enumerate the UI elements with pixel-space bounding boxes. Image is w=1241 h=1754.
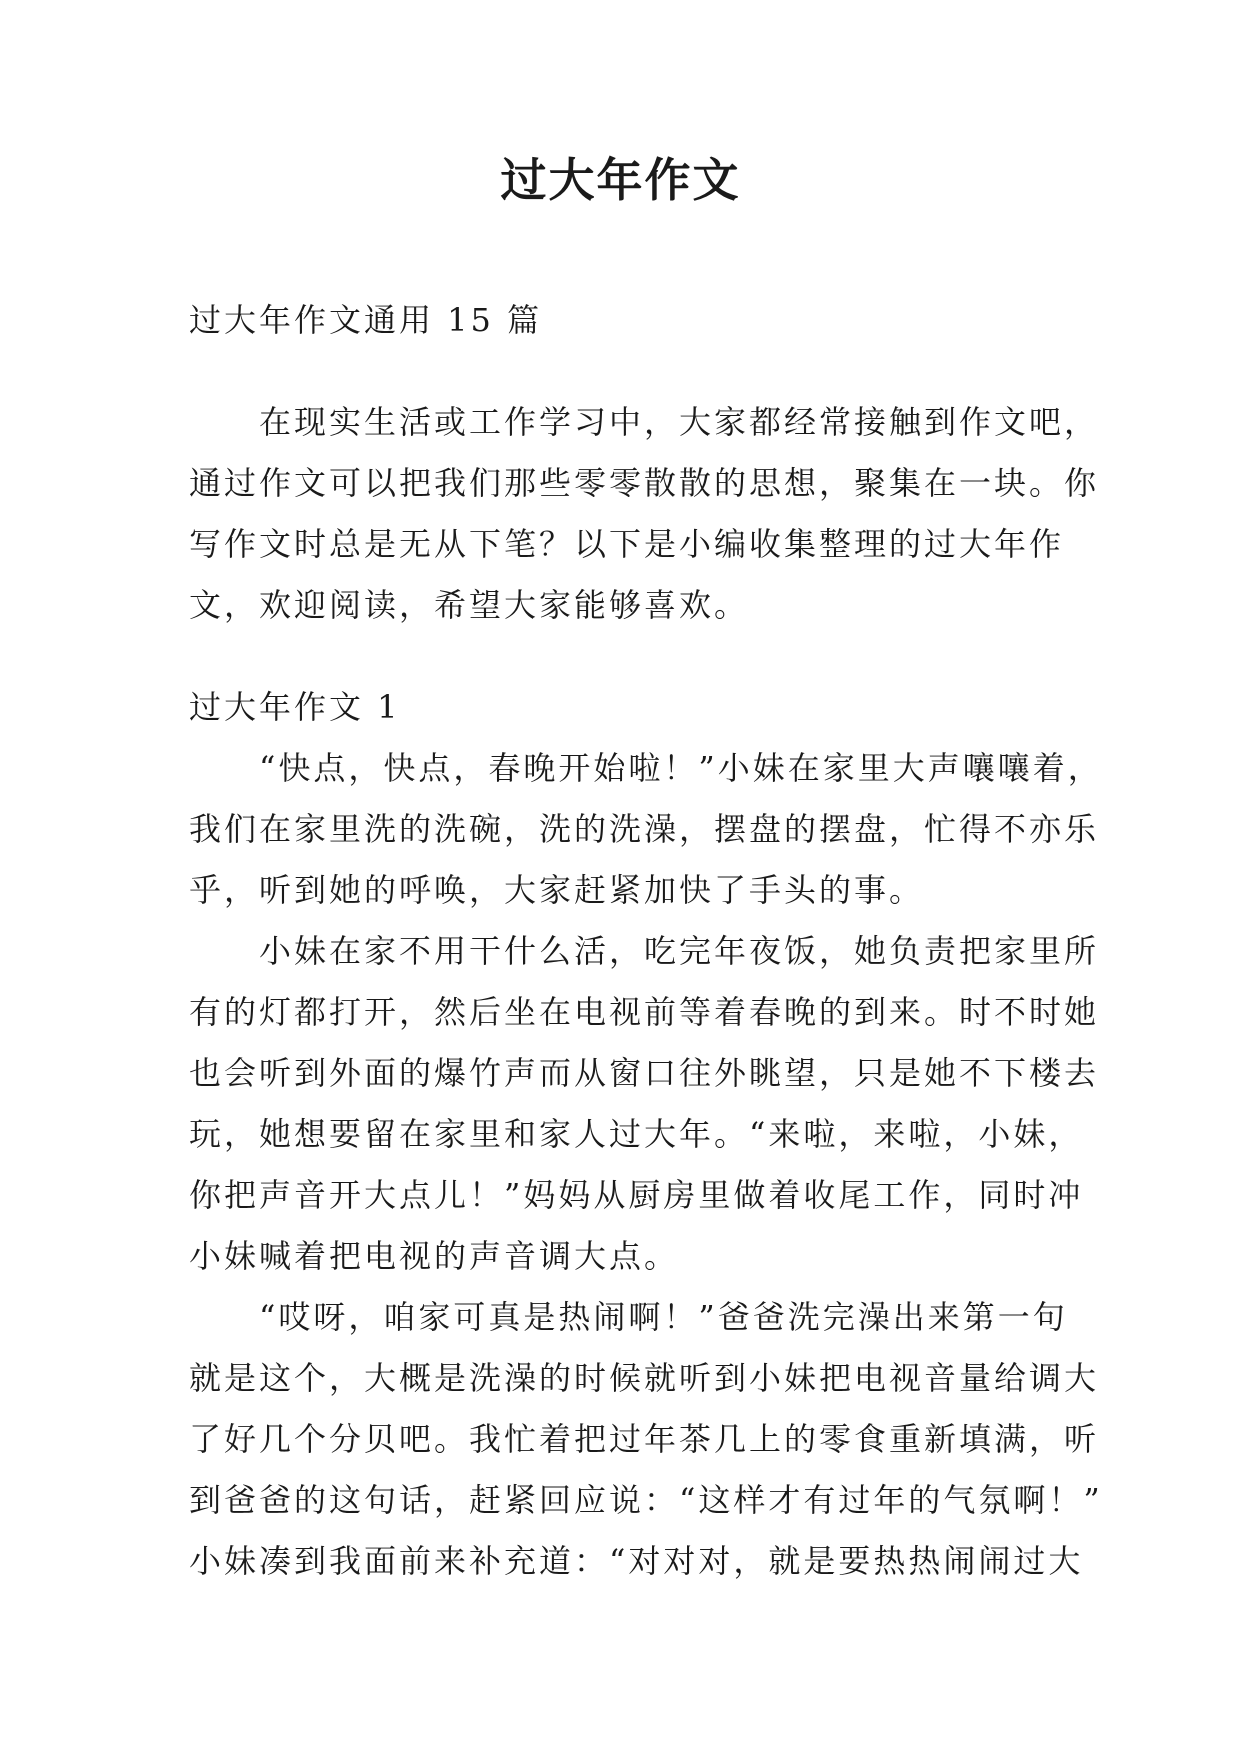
intro-line: 写作文时总是无从下笔？以下是小编收集整理的过大年作 xyxy=(189,525,1065,563)
paragraph-line: 小妹在家不用干什么活，吃完年夜饭，她负责把家里所 xyxy=(259,932,1100,970)
body-paragraph-1 xyxy=(189,738,1103,921)
paragraph-line: 小妹凑到我面前来补充道：“对对对，就是要热热闹闹过大 xyxy=(189,1542,1084,1580)
paragraph-line: 到爸爸的这句话，赶紧回应说：“这样才有过年的气氛啊！” xyxy=(189,1481,1103,1519)
intro-line: 在现实生活或工作学习中，大家都经常接触到作文吧， xyxy=(259,403,1100,441)
paragraph-line: 乎，听到她的呼唤，大家赶紧加快了手头的事。 xyxy=(189,871,925,909)
paragraph-line: 也会听到外面的爆竹声而从窗口往外眺望，只是她不下楼去 xyxy=(189,1054,1100,1092)
paragraph-line: 我们在家里洗的洗碗，洗的洗澡，摆盘的摆盘，忙得不亦乐 xyxy=(189,810,1100,848)
document-body xyxy=(189,290,1103,1592)
body-paragraph-2 xyxy=(189,921,1100,1287)
paragraph-line: “哎呀，咱家可真是热闹啊！”爸爸洗完澡出来第一句 xyxy=(259,1298,1068,1336)
paragraph-line: 小妹喊着把电视的声音调大点。 xyxy=(189,1237,680,1275)
intro-line: 文，欢迎阅读，希望大家能够喜欢。 xyxy=(189,586,750,624)
intro-paragraph xyxy=(189,392,1100,636)
paragraph-line: 玩，她想要留在家里和家人过大年。“来啦，来啦，小妹， xyxy=(189,1115,1084,1153)
paragraph-line: 就是这个，大概是洗澡的时候就听到小妹把电视音量给调大 xyxy=(189,1359,1100,1397)
body-paragraph-3 xyxy=(189,1287,1103,1592)
document-subtitle: 过大年作文通用 15 篇 xyxy=(189,301,543,339)
section-heading: 过大年作文 1 xyxy=(189,688,401,726)
paragraph-line: 有的灯都打开，然后坐在电视前等着春晚的到来。时不时她 xyxy=(189,993,1100,1031)
intro-line: 通过作文可以把我们那些零零散散的思想，聚集在一块。你 xyxy=(189,464,1100,502)
paragraph-line: 你把声音开大点儿！”妈妈从厨房里做着收尾工作，同时冲 xyxy=(189,1176,1084,1214)
paragraph-line: “快点，快点，春晚开始啦！”小妹在家里大声嚷嚷着， xyxy=(259,749,1103,787)
paragraph-line: 了好几个分贝吧。我忙着把过年茶几上的零食重新填满，听 xyxy=(189,1420,1100,1458)
document-title: 过大年作文 xyxy=(500,153,741,207)
